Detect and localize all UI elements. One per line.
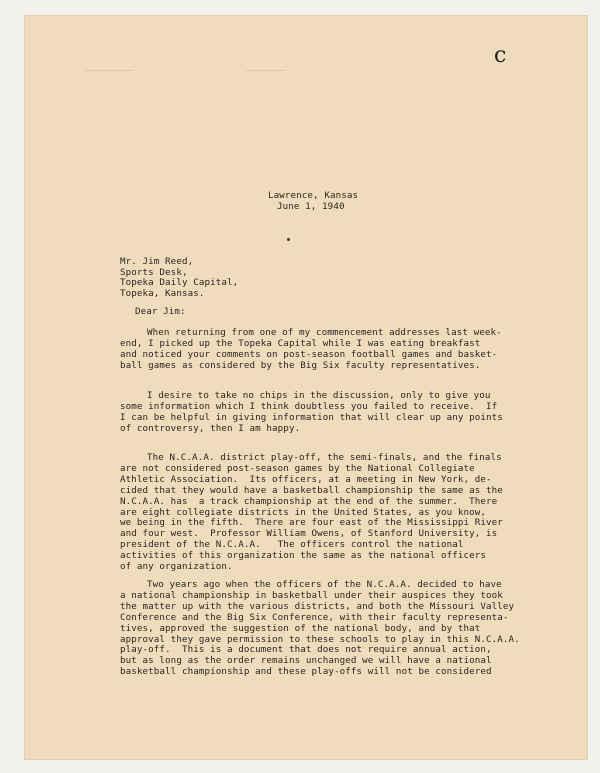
body-line: some information which I think doubtless you failed to receive. If [120, 400, 498, 412]
body-line: Conference and the Big Six Conference, with their faculty representa- [120, 611, 509, 623]
body-line: tives, approved the suggestion of the national body, and by that [120, 622, 481, 634]
stray-dot [287, 238, 290, 241]
body-line: Two years ago when the officers of the N.C.A.A. decided to have [147, 579, 502, 590]
recipient-line: Sports Desk, [120, 266, 188, 278]
body-line: When returning from one of my commencement addresses last week- [147, 327, 502, 338]
body-line: cided that they would have a basketball championship the same as the [120, 484, 503, 496]
faint-mark [84, 70, 134, 71]
body-line: president of the N.C.A.A. The officers control the national [120, 539, 464, 551]
body-line: ball games as considered by the Big Six faculty representatives. [120, 359, 481, 371]
body-line: and noticed your comments on post-season football games and basket- [120, 348, 498, 360]
body-line: I desire to take no chips in the discussion, only to give you [147, 390, 491, 401]
recipient-line: Topeka, Kansas. [120, 288, 205, 300]
place-line: Lawrence, Kansas [268, 190, 359, 201]
body-line: and four west. Professor William Owens, of Stanford University, is [120, 528, 498, 540]
body-line: The N.C.A.A. district play-off, the semi-finals, and the finals [147, 452, 502, 463]
recipient-line: Topeka Daily Capital, [120, 277, 239, 289]
corner-mark: c [494, 43, 507, 68]
body-line: I can be helpful in giving information that will clear up any points [120, 411, 503, 423]
body-line: a national championship in basketball under their auspices they took [120, 589, 503, 601]
body-line: the matter up with the various districts, and both the Missouri Valley [120, 600, 515, 612]
body-line: are not considered post-season games by the National Collegiate [120, 462, 475, 474]
body-line: activities of this organization the same as the national officers [120, 550, 487, 562]
body-line: play-off. This is a document that does not require annual action, [120, 644, 492, 656]
body-line: are eight collegiate districts in the United States, as you know, [120, 506, 487, 518]
body-line: of any organization. [120, 561, 233, 572]
salutation: Dear Jim: [135, 306, 186, 317]
faint-mark [246, 70, 286, 71]
body-line: basketball championship and these play-offs will not be considered [120, 666, 492, 678]
body-line: Athletic Association. Its officers, at a meeting in New York, de- [120, 473, 492, 485]
body-line: end, I picked up the Topeka Capital while I was eating breakfast [120, 337, 481, 349]
recipient-line: Mr. Jim Reed, [120, 256, 194, 267]
body-line: N.C.A.A. has a track championship at the end of the summer. There [120, 495, 498, 507]
body-line: approval they gave permission to these schools to play in this N.C.A.A. [120, 633, 520, 645]
date-line: June 1, 1940 [277, 201, 345, 212]
body-line: but as long as the order remains unchanged we will have a national [120, 655, 492, 667]
letter-page [24, 15, 588, 760]
body-line: we being in the fifth. There are four east of the Mississippi River [120, 517, 503, 529]
body-line: of controversy, then I am happy. [120, 422, 301, 434]
